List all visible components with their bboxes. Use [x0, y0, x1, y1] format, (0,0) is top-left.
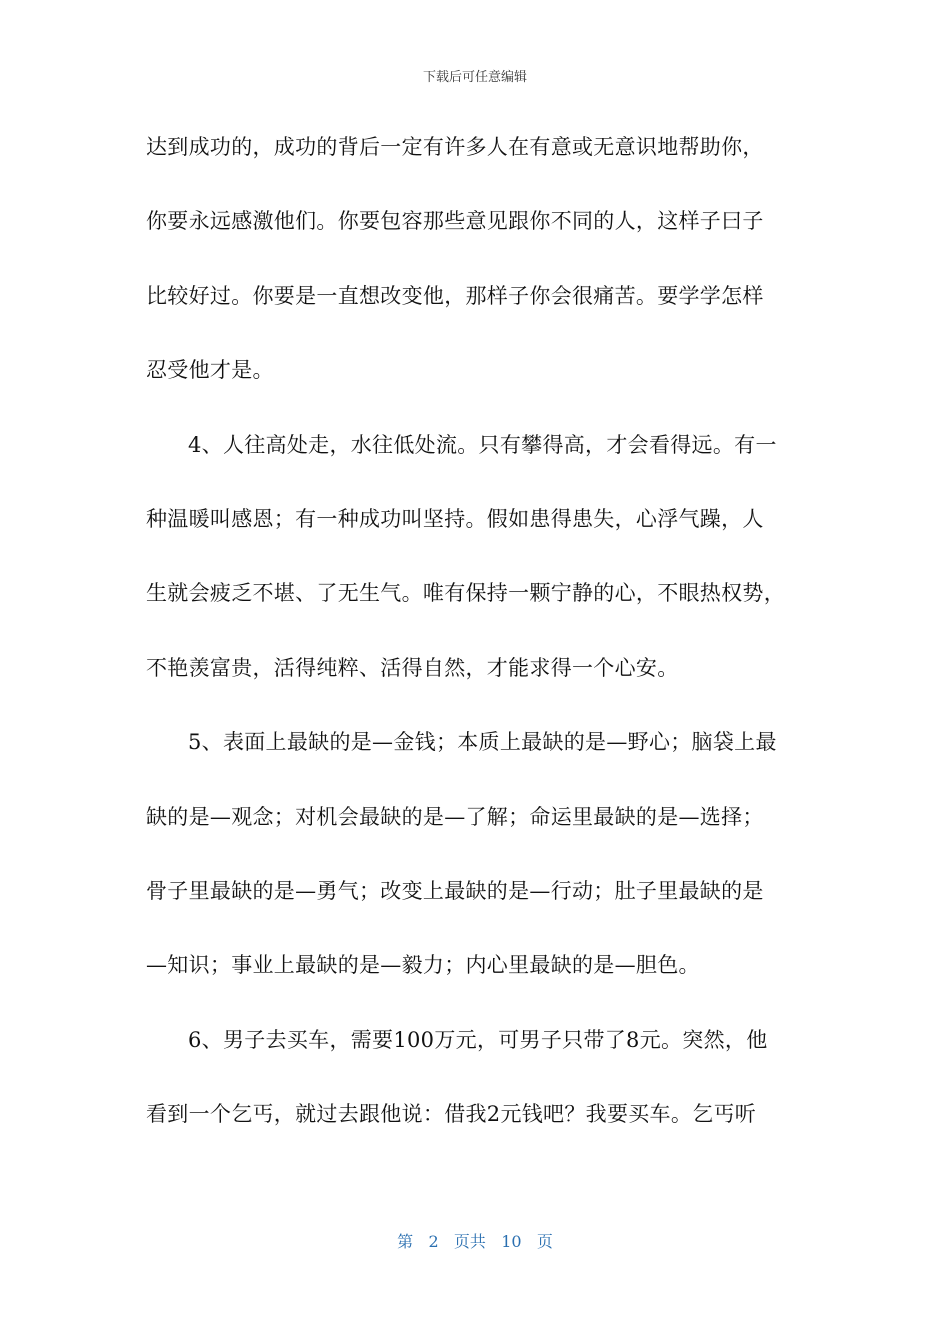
paragraph-line: 你要永远感激他们。你要包容那些意见跟你不同的人，这样子曰子 — [146, 209, 764, 234]
paragraph-line: 生就会疲乏不堪、了无生气。唯有保持一颗宁静的心，不眼热权势， — [146, 581, 785, 606]
paragraph-line: 缺的是—观念；对机会最缺的是—了解；命运里最缺的是—选择； — [146, 804, 764, 829]
header-note: 下载后可任意编辑 — [422, 70, 527, 85]
footer-prefix: 第 — [397, 1232, 414, 1251]
footer-total-pages: 10 — [501, 1232, 522, 1251]
paragraph-line: 比较好过。你要是一直想改变他，那样子你会很痛苦。要学学怎样 — [146, 283, 764, 308]
footer-suffix: 页 — [536, 1232, 553, 1251]
paragraph-line: 不艳羡富贵，活得纯粹、活得自然，才能求得一个心安。 — [146, 655, 679, 680]
document-body — [146, 128, 806, 1169]
paragraph-line: 6、男子去买车，需要100万元，可男子只带了8元。突然，他 — [188, 1027, 768, 1052]
paragraph-line: 骨子里最缺的是—勇气；改变上最缺的是—行动；肚子里最缺的是 — [146, 878, 764, 903]
paragraph-line: 种温暖叫感恩；有一种成功叫坚持。假如患得患失，心浮气躁，人 — [146, 506, 764, 531]
footer-current-page: 2 — [428, 1232, 439, 1251]
paragraph-line: 达到成功的，成功的背后一定有许多人在有意或无意识地帮助你， — [146, 135, 764, 159]
footer-middle: 页共 — [453, 1232, 486, 1251]
paragraph-line: 看到一个乞丐，就过去跟他说：借我2元钱吧？我要买车。乞丐听 — [146, 1102, 757, 1127]
paragraph-line: 5、表面上最缺的是—金钱；本质上最缺的是—野心；脑袋上最 — [188, 730, 777, 755]
page-footer — [0, 1229, 950, 1252]
paragraph-line: 4、人往高处走，水往低处流。只有攀得高，才会看得远。有一 — [188, 432, 777, 457]
paragraph-line: —知识；事业上最缺的是—毅力；内心里最缺的是—胆色。 — [146, 953, 700, 978]
paragraph-line: 忍受他才是。 — [146, 358, 274, 383]
